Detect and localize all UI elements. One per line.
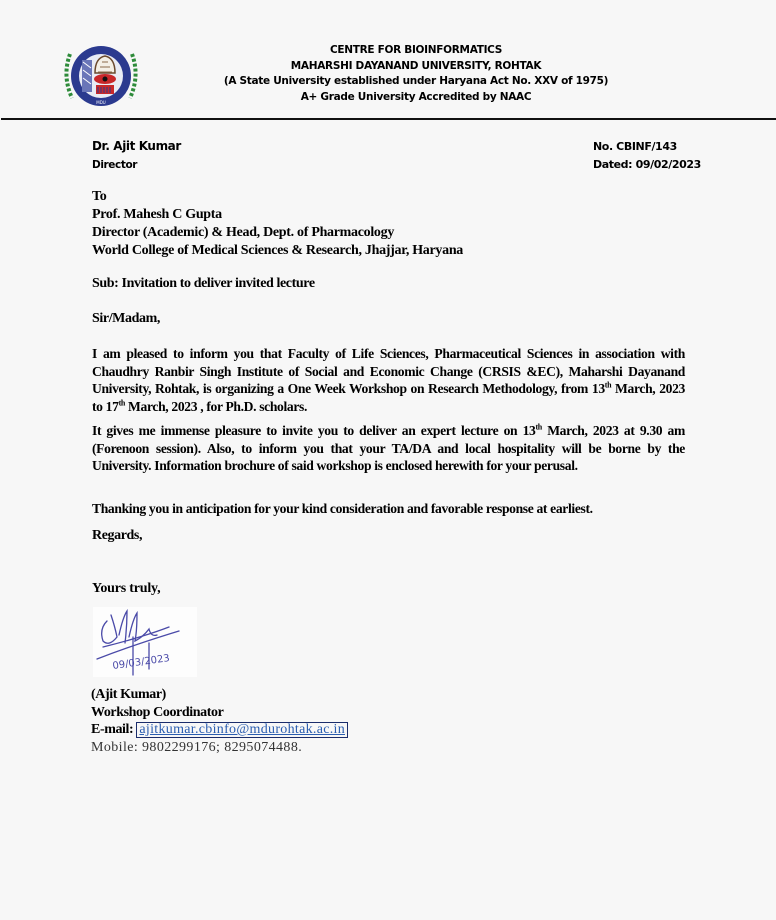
recipient-name: Prof. Mahesh C Gupta (92, 207, 222, 222)
email-link[interactable]: ajitkumar.cbinfo@mdurohtak.ac.in (136, 722, 348, 738)
sender-role: Director (92, 159, 138, 171)
body-paragraph-2 (92, 422, 685, 475)
email-label: E-mail: (91, 722, 137, 737)
lecture-date-day: 13 (522, 423, 536, 438)
recipient-block (92, 188, 463, 260)
recipient-institution: World College of Medical Sciences & Research, Jhajjar, Haryana (92, 243, 464, 258)
accreditation: A+ Grade University Accredited by NAAC (300, 90, 532, 103)
sender-block (92, 138, 181, 174)
letterhead (0, 0, 776, 120)
salutation: Sir/Madam, (92, 311, 160, 326)
recipient-designation: Director (Academic) & Head, Dept. of Pharmacology (92, 225, 395, 240)
letterhead-text (150, 43, 682, 105)
university-establishment: (A State University established under Haryana Act No. XXV of 1975) (223, 75, 609, 87)
p1-text-c: March, 2023 , for Ph.D. scholars. (125, 398, 308, 414)
signature-date: 09/03/2023 (111, 653, 171, 672)
sender-name: Dr. Ajit Kumar (92, 139, 181, 153)
subject-line: Sub: Invitation to deliver invited lecture (92, 276, 315, 291)
p2-text-a: It gives me immense pleasure to invite you to deliver an expert lecture on (92, 423, 523, 438)
reference-number: No. CBINF/143 (593, 140, 677, 153)
university-name: MAHARSHI DAYANAND UNIVERSITY, ROHTAK (290, 59, 542, 72)
to-label: To (92, 189, 107, 204)
signature-image (93, 607, 197, 677)
mobile-numbers: Mobile: 9802299176; 8295074488. (91, 739, 303, 755)
letter-date: Dated: 09/02/2023 (593, 158, 701, 171)
p2-text-b: at (618, 423, 640, 438)
body-paragraph-3: Thanking you in anticipation for your kind consideration and favorable response at earliest. (92, 501, 593, 516)
regards: Regards, (92, 528, 143, 543)
lecture-date-sup: th (535, 422, 542, 432)
letterhead-divider (1, 118, 776, 120)
reference-block (593, 138, 701, 174)
closing: Yours truly, (92, 581, 161, 596)
lecture-date-rest: March, 2023 (541, 423, 619, 438)
p2-text-c: . Also, to inform you that your TA/DA and local hospitality will be borne by the University. Information brochure of said workshop is enclosed herewith for your perusal. (92, 440, 685, 473)
lecture-time: 9.30 am (Forenoon session) (92, 423, 685, 456)
signoff-block (91, 686, 348, 756)
svg-text:MDU: MDU (96, 100, 106, 105)
university-logo-icon (62, 40, 140, 112)
lecture-date (523, 423, 619, 438)
body-paragraph-1 (92, 345, 685, 415)
centre-name: CENTRE FOR BIOINFORMATICS (329, 44, 503, 56)
signoff-title: Workshop Coordinator (91, 704, 224, 720)
p1-text-b: March, 2023 to 17 (92, 381, 685, 414)
p1-sup-b: th (118, 397, 125, 407)
p1-sup-a: th (604, 380, 612, 390)
signoff-name: (Ajit Kumar) (91, 687, 166, 702)
p1-text-a: I am pleased to inform you that Faculty of Life Sciences, Pharmaceutical Sciences in association with Chaudhry Ranbir Singh Institute of Social and Economic Change (CRSIS &EC), Maharshi Dayanand University, Rohtak, is organizing a One Week Workshop on Research Methodology, from 13 (92, 346, 685, 396)
email-row (91, 721, 348, 739)
